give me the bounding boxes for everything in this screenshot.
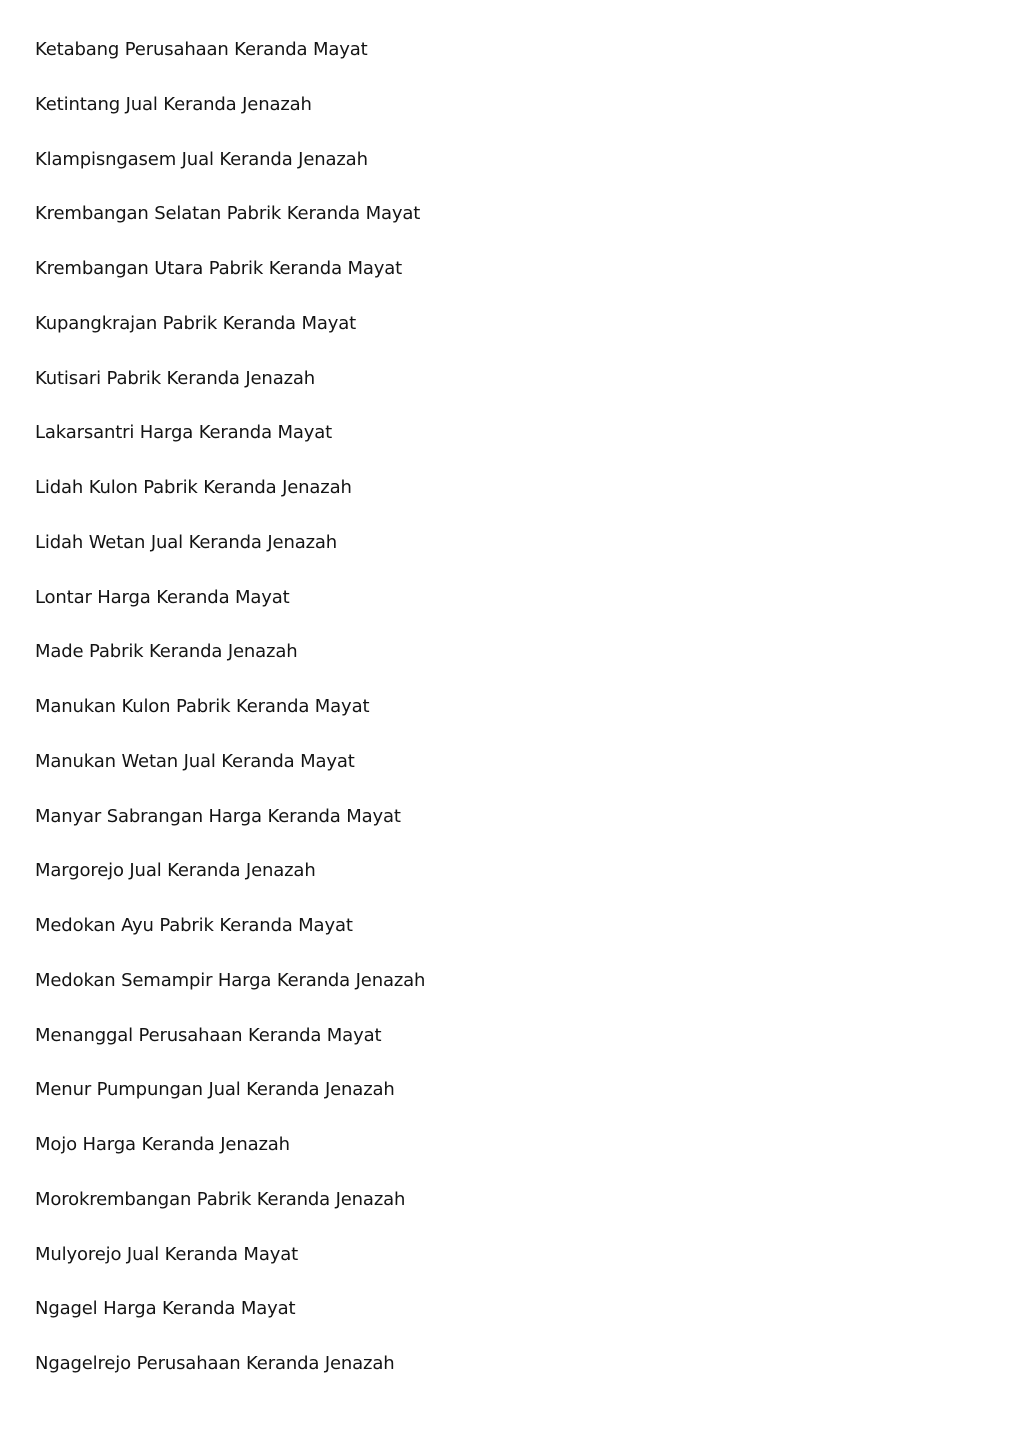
list-item: Mojo Harga Keranda Jenazah	[35, 1134, 290, 1155]
list-item: Manukan Kulon Pabrik Keranda Mayat	[35, 696, 370, 717]
list-item: Manukan Wetan Jual Keranda Mayat	[35, 750, 355, 772]
list-item: Menur Pumpungan Jual Keranda Jenazah	[35, 1079, 395, 1101]
list-item: Lontar Harga Keranda Mayat	[35, 586, 290, 608]
list-item: Ngagel Harga Keranda Mayat	[35, 1298, 296, 1320]
list-item: Lidah Wetan Jual Keranda Jenazah	[35, 531, 338, 553]
list-item: Lidah Kulon Pabrik Keranda Jenazah	[35, 477, 352, 498]
list-item: Manyar Sabrangan Harga Keranda Mayat	[35, 805, 401, 827]
list-item: Ketintang Jual Keranda Jenazah	[35, 93, 312, 115]
list-item: Krembangan Utara Pabrik Keranda Mayat	[35, 258, 403, 279]
list-item: Menanggal Perusahaan Keranda Mayat	[35, 1024, 382, 1046]
list-item: Medokan Semampir Harga Keranda Jenazah	[35, 969, 426, 991]
list-item: Kupangkrajan Pabrik Keranda Mayat	[35, 312, 357, 334]
list-item: Made Pabrik Keranda Jenazah	[35, 641, 298, 663]
list-item: Lakarsantri Harga Keranda Mayat	[35, 422, 333, 444]
list-item: Ketabang Perusahaan Keranda Mayat	[35, 39, 368, 60]
entry-list	[35, 36, 425, 1405]
list-item: Krembangan Selatan Pabrik Keranda Mayat	[35, 203, 421, 225]
list-item: Ngagelrejo Perusahaan Keranda Jenazah	[35, 1353, 395, 1374]
list-item: Mulyorejo Jual Keranda Mayat	[35, 1243, 298, 1265]
list-item: Medokan Ayu Pabrik Keranda Mayat	[35, 915, 353, 936]
list-item: Margorejo Jual Keranda Jenazah	[35, 860, 316, 882]
list-item: Morokrembangan Pabrik Keranda Jenazah	[35, 1188, 406, 1210]
list-item: Klampisngasem Jual Keranda Jenazah	[35, 148, 368, 170]
list-item: Kutisari Pabrik Keranda Jenazah	[35, 367, 316, 389]
